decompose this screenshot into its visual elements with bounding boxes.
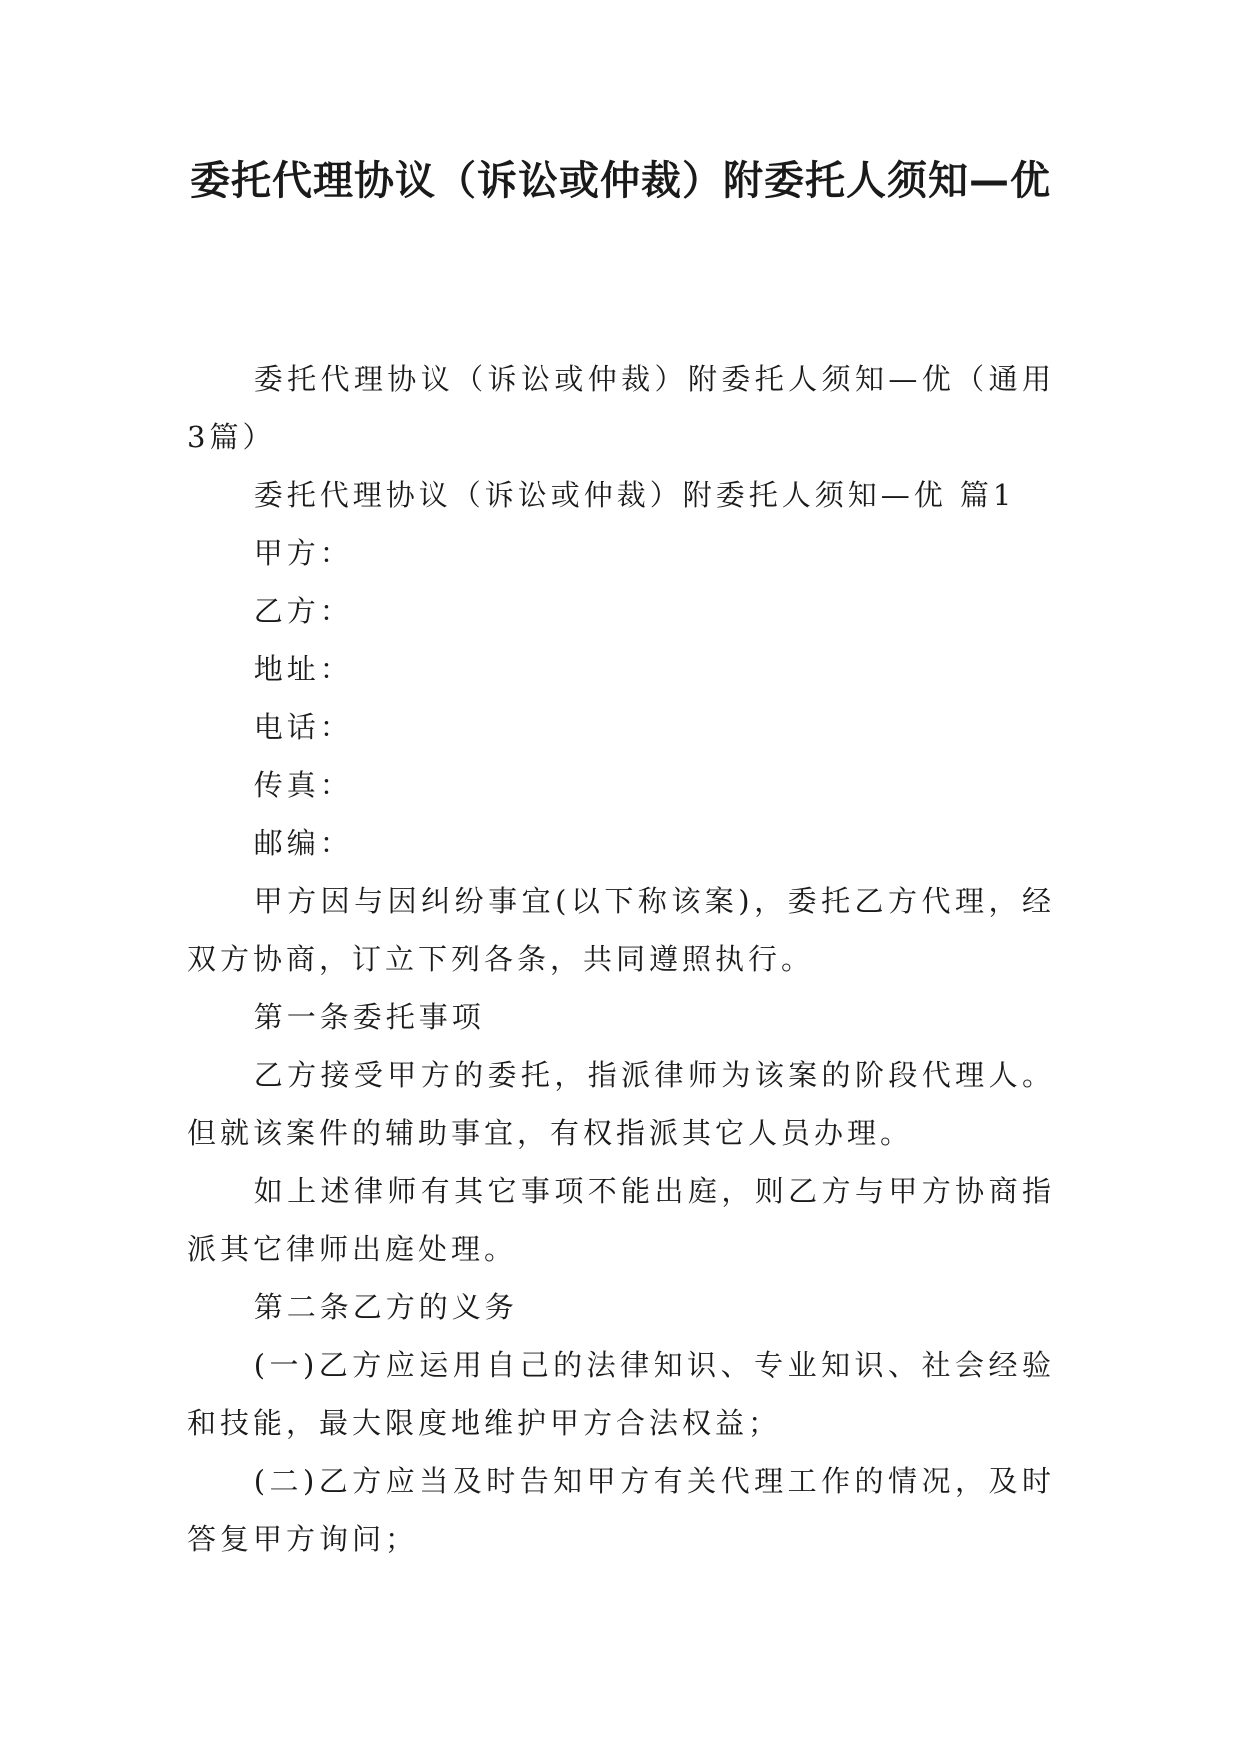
field-party-a: 甲方： bbox=[253, 536, 353, 570]
field-address: 地址： bbox=[253, 652, 353, 686]
article-1-heading: 第一条委托事项 bbox=[253, 1000, 485, 1034]
document-title: 委托代理协议（诉讼或仲裁）附委托人须知—优 bbox=[190, 158, 1051, 204]
field-phone: 电话： bbox=[253, 710, 353, 744]
paragraph-preamble: 甲方因与因纠纷事宜(以下称该案)，委托乙方代理，经双方协商，订立下列各条，共同遵照执行。 bbox=[187, 884, 1055, 976]
document-body bbox=[187, 350, 1055, 1568]
field-party-b: 乙方： bbox=[253, 594, 353, 628]
article-2-item-1: (一)乙方应运用自己的法律知识、专业知识、社会经验和技能，最大限度地维护甲方合法权益； bbox=[187, 1348, 1055, 1440]
paragraph-intro: 委托代理协议（诉讼或仲裁）附委托人须知—优（通用3篇） bbox=[187, 362, 1055, 454]
article-2-item-2: (二)乙方应当及时告知甲方有关代理工作的情况，及时答复甲方询问； bbox=[187, 1464, 1055, 1556]
field-fax: 传真： bbox=[253, 768, 353, 802]
field-postcode: 邮编： bbox=[253, 826, 353, 860]
article-1-paragraph-1: 乙方接受甲方的委托，指派律师为该案的阶段代理人。但就该案件的辅助事宜，有权指派其它人员办理。 bbox=[187, 1058, 1055, 1150]
article-1-paragraph-2: 如上述律师有其它事项不能出庭，则乙方与甲方协商指派其它律师出庭处理。 bbox=[187, 1174, 1055, 1266]
paragraph-section-heading: 委托代理协议（诉讼或仲裁）附委托人须知—优 篇1 bbox=[253, 478, 1016, 512]
article-2-heading: 第二条乙方的义务 bbox=[253, 1290, 518, 1324]
